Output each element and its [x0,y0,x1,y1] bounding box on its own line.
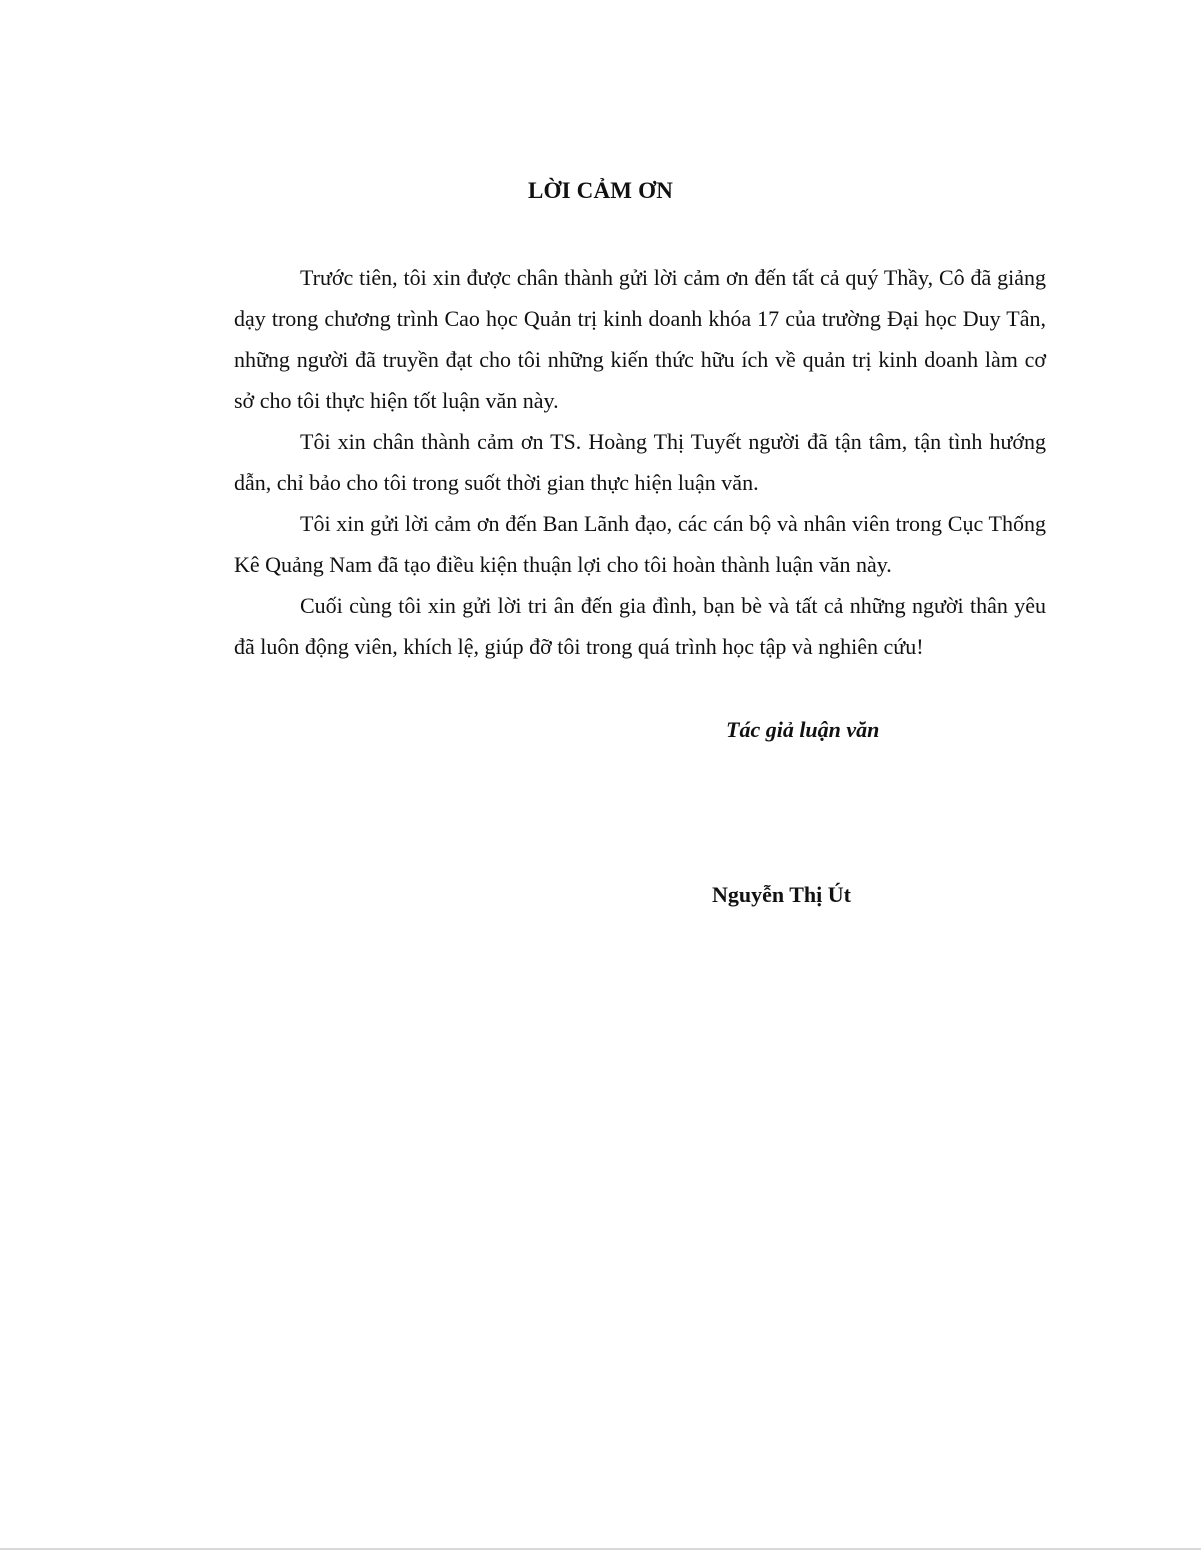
page-bottom-divider [0,1548,1201,1550]
acknowledgement-body [234,257,1046,667]
signature-role: Tác giả luận văn [726,717,880,742]
page-title: LỜI CẢM ƠN [527,178,674,203]
paragraph: Tôi xin gửi lời cảm ơn đến Ban Lãnh đạo, các cán bộ và nhân viên trong Cục Thống Kê Quảng Nam đã tạo điều kiện thuận lợi cho tôi hoàn thành luận văn này. [234,511,1046,577]
paragraph: Trước tiên, tôi xin được chân thành gửi lời cảm ơn đến tất cả quý Thầy, Cô đã giảng dạy trong chương trình Cao học Quản trị kinh doanh khóa 17 của trường Đại học Duy Tân, những người đã truyền đạt cho tôi những kiến thức hữu ích về quản trị kinh doanh làm cơ sở cho tôi thực hiện tốt luận văn này. [234,265,1046,413]
paragraph: Tôi xin chân thành cảm ơn TS. Hoàng Thị Tuyết người đã tận tâm, tận tình hướng dẫn, chỉ bảo cho tôi trong suốt thời gian thực hiện luận văn. [234,429,1046,495]
paragraph: Cuối cùng tôi xin gửi lời tri ân đến gia đình, bạn bè và tất cả những người thân yêu đã luôn động viên, khích lệ, giúp đỡ tôi trong quá trình học tập và nghiên cứu! [234,593,1046,659]
signature-name: Nguyễn Thị Út [712,882,851,907]
